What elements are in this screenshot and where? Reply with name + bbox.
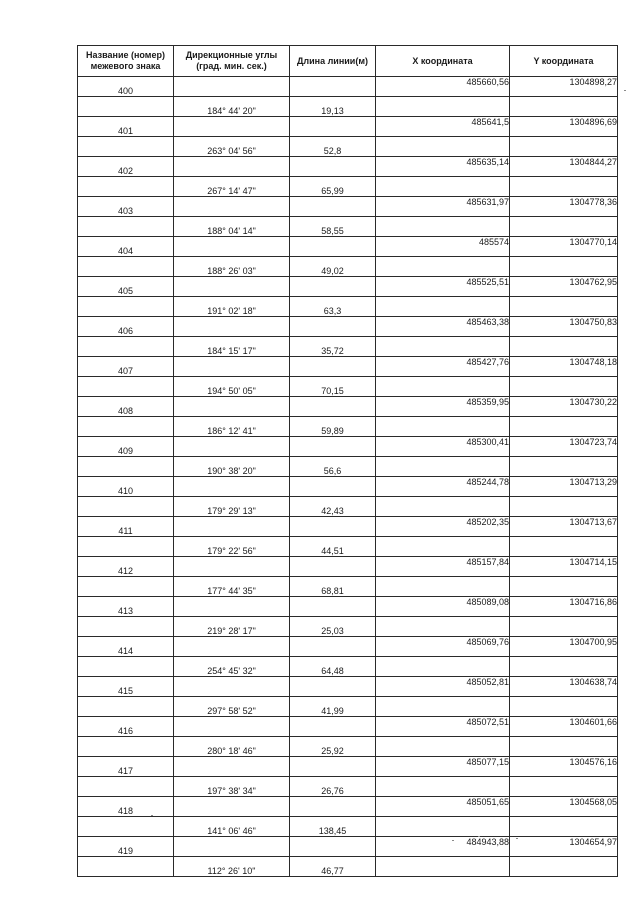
empty-cell xyxy=(510,617,618,637)
scan-speck xyxy=(478,836,480,837)
direction-angle: 112° 26' 10" xyxy=(174,857,290,877)
point-number: 413 xyxy=(78,597,174,617)
empty-cell xyxy=(510,777,618,797)
y-coordinate: 1304700,95 xyxy=(510,637,618,657)
line-length: 19,13 xyxy=(290,97,376,117)
direction-angle: 197° 38' 34" xyxy=(174,777,290,797)
empty-cell xyxy=(174,557,290,577)
scan-speck xyxy=(151,815,153,816)
empty-cell xyxy=(174,397,290,417)
header-y-coordinate: Y координата xyxy=(510,46,618,77)
table-row-point xyxy=(78,517,618,537)
empty-cell xyxy=(174,597,290,617)
line-length: 64,48 xyxy=(290,657,376,677)
empty-cell xyxy=(290,597,376,617)
y-coordinate: 1304770,14 xyxy=(510,237,618,257)
point-number: 400 xyxy=(78,77,174,97)
y-coordinate: 1304898,27 xyxy=(510,77,618,97)
line-length: 59,89 xyxy=(290,417,376,437)
table-row-segment xyxy=(78,577,618,597)
point-number: 403 xyxy=(78,197,174,217)
empty-cell xyxy=(174,317,290,337)
x-coordinate: 485051,65 xyxy=(376,797,510,817)
empty-cell xyxy=(376,577,510,597)
y-coordinate: 1304716,86 xyxy=(510,597,618,617)
empty-cell xyxy=(290,397,376,417)
empty-cell xyxy=(376,497,510,517)
empty-cell xyxy=(510,97,618,117)
empty-cell xyxy=(510,177,618,197)
empty-cell xyxy=(290,357,376,377)
table-row-point xyxy=(78,77,618,97)
empty-cell xyxy=(376,777,510,797)
empty-cell xyxy=(376,417,510,437)
x-coordinate: 485157,84 xyxy=(376,557,510,577)
empty-cell xyxy=(78,337,174,357)
x-coordinate: 485635,14 xyxy=(376,157,510,177)
empty-cell xyxy=(376,817,510,837)
table-row-point xyxy=(78,317,618,337)
empty-cell xyxy=(290,277,376,297)
table-row-segment xyxy=(78,537,618,557)
line-length: 52,8 xyxy=(290,137,376,157)
table-row-point xyxy=(78,837,618,857)
direction-angle: 219° 28' 17" xyxy=(174,617,290,637)
empty-cell xyxy=(78,297,174,317)
empty-cell xyxy=(174,197,290,217)
point-number: 419 xyxy=(78,837,174,857)
line-length: 49,02 xyxy=(290,257,376,277)
empty-cell xyxy=(510,857,618,877)
point-number: 415 xyxy=(78,677,174,697)
empty-cell xyxy=(290,797,376,817)
empty-cell xyxy=(376,697,510,717)
empty-cell xyxy=(510,137,618,157)
y-coordinate: 1304714,15 xyxy=(510,557,618,577)
table-row-segment xyxy=(78,777,618,797)
empty-cell xyxy=(290,557,376,577)
line-length: 42,43 xyxy=(290,497,376,517)
empty-cell xyxy=(510,697,618,717)
empty-cell xyxy=(174,637,290,657)
empty-cell xyxy=(174,837,290,857)
empty-cell xyxy=(510,377,618,397)
line-length: 46,77 xyxy=(290,857,376,877)
direction-angle: 184° 44' 20" xyxy=(174,97,290,117)
y-coordinate: 1304778,36 xyxy=(510,197,618,217)
empty-cell xyxy=(510,817,618,837)
empty-cell xyxy=(174,717,290,737)
empty-cell xyxy=(290,117,376,137)
empty-cell xyxy=(174,437,290,457)
empty-cell xyxy=(78,417,174,437)
x-coordinate: 485660,56 xyxy=(376,77,510,97)
empty-cell xyxy=(78,377,174,397)
table-row-segment xyxy=(78,217,618,237)
empty-cell xyxy=(290,317,376,337)
x-coordinate: 485525,51 xyxy=(376,277,510,297)
point-number: 411 xyxy=(78,517,174,537)
line-length: 70,15 xyxy=(290,377,376,397)
empty-cell xyxy=(174,677,290,697)
empty-cell xyxy=(290,517,376,537)
empty-cell xyxy=(290,837,376,857)
table-body xyxy=(78,77,618,877)
empty-cell xyxy=(510,577,618,597)
y-coordinate: 1304576,16 xyxy=(510,757,618,777)
point-number: 414 xyxy=(78,637,174,657)
table-row-segment xyxy=(78,417,618,437)
empty-cell xyxy=(174,157,290,177)
empty-cell xyxy=(376,97,510,117)
y-coordinate: 1304762,95 xyxy=(510,277,618,297)
line-length: 25,03 xyxy=(290,617,376,637)
point-number: 405 xyxy=(78,277,174,297)
table-row-point xyxy=(78,397,618,417)
empty-cell xyxy=(78,137,174,157)
direction-angle: 191° 02' 18" xyxy=(174,297,290,317)
header-line-length: Длина линии(м) xyxy=(290,46,376,77)
x-coordinate: 485463,38 xyxy=(376,317,510,337)
line-length: 65,99 xyxy=(290,177,376,197)
empty-cell xyxy=(376,337,510,357)
empty-cell xyxy=(78,457,174,477)
x-coordinate: 485077,15 xyxy=(376,757,510,777)
y-coordinate: 1304896,69 xyxy=(510,117,618,137)
table-row-segment xyxy=(78,137,618,157)
point-number: 412 xyxy=(78,557,174,577)
direction-angle: 263° 04' 56" xyxy=(174,137,290,157)
y-coordinate: 1304713,67 xyxy=(510,517,618,537)
empty-cell xyxy=(78,177,174,197)
table-row-segment xyxy=(78,457,618,477)
line-length: 138,45 xyxy=(290,817,376,837)
header-point-name: Название (номер) межевого знака xyxy=(78,46,174,77)
table-row-point xyxy=(78,757,618,777)
table-row-segment xyxy=(78,737,618,757)
empty-cell xyxy=(510,657,618,677)
table-header xyxy=(78,46,618,77)
table-row-point xyxy=(78,557,618,577)
point-number: 416 xyxy=(78,717,174,737)
point-number: 401 xyxy=(78,117,174,137)
x-coordinate: 485574 xyxy=(376,237,510,257)
table-row-point xyxy=(78,237,618,257)
empty-cell xyxy=(290,77,376,97)
table-row-point xyxy=(78,277,618,297)
x-coordinate: 484943,88 xyxy=(376,837,510,857)
direction-angle: 267° 14' 47" xyxy=(174,177,290,197)
table-row-segment xyxy=(78,377,618,397)
empty-cell xyxy=(78,657,174,677)
empty-cell xyxy=(174,357,290,377)
direction-angle: 297° 58' 52" xyxy=(174,697,290,717)
line-length: 56,6 xyxy=(290,457,376,477)
x-coordinate: 485069,76 xyxy=(376,637,510,657)
empty-cell xyxy=(376,457,510,477)
empty-cell xyxy=(174,517,290,537)
y-coordinate: 1304713,29 xyxy=(510,477,618,497)
empty-cell xyxy=(510,457,618,477)
empty-cell xyxy=(510,737,618,757)
table-row-segment xyxy=(78,97,618,117)
empty-cell xyxy=(510,297,618,317)
empty-cell xyxy=(78,857,174,877)
empty-cell xyxy=(376,657,510,677)
empty-cell xyxy=(174,77,290,97)
direction-angle: 254° 45' 32" xyxy=(174,657,290,677)
table-row-point xyxy=(78,477,618,497)
y-coordinate: 1304730,22 xyxy=(510,397,618,417)
empty-cell xyxy=(510,417,618,437)
line-length: 63,3 xyxy=(290,297,376,317)
y-coordinate: 1304748,18 xyxy=(510,357,618,377)
point-number: 417 xyxy=(78,757,174,777)
table-row-point xyxy=(78,197,618,217)
empty-cell xyxy=(78,817,174,837)
x-coordinate: 485631,97 xyxy=(376,197,510,217)
y-coordinate: 1304638,74 xyxy=(510,677,618,697)
empty-cell xyxy=(510,257,618,277)
empty-cell xyxy=(290,477,376,497)
point-number: 406 xyxy=(78,317,174,337)
table-row-segment xyxy=(78,697,618,717)
point-number: 404 xyxy=(78,237,174,257)
table-row-segment xyxy=(78,257,618,277)
empty-cell xyxy=(290,677,376,697)
table-row-segment xyxy=(78,617,618,637)
empty-cell xyxy=(78,497,174,517)
empty-cell xyxy=(290,237,376,257)
table-row-segment xyxy=(78,817,618,837)
table-row-point xyxy=(78,357,618,377)
scan-speck xyxy=(516,838,518,839)
empty-cell xyxy=(376,297,510,317)
x-coordinate: 485359,95 xyxy=(376,397,510,417)
point-number: 409 xyxy=(78,437,174,457)
empty-cell xyxy=(174,237,290,257)
header-row xyxy=(78,46,618,77)
y-coordinate: 1304844,27 xyxy=(510,157,618,177)
scan-speck xyxy=(452,840,454,841)
empty-cell xyxy=(376,137,510,157)
empty-cell xyxy=(78,737,174,757)
line-length: 44,51 xyxy=(290,537,376,557)
table-row-point xyxy=(78,797,618,817)
line-length: 68,81 xyxy=(290,577,376,597)
table-row-segment xyxy=(78,177,618,197)
direction-angle: 194° 50' 05" xyxy=(174,377,290,397)
x-coordinate: 485089,08 xyxy=(376,597,510,617)
line-length: 26,76 xyxy=(290,777,376,797)
empty-cell xyxy=(376,217,510,237)
table-row-point xyxy=(78,157,618,177)
empty-cell xyxy=(510,537,618,557)
point-number: 407 xyxy=(78,357,174,377)
direction-angle: 179° 29' 13" xyxy=(174,497,290,517)
boundary-coordinates-table xyxy=(77,45,618,877)
table-row-segment xyxy=(78,857,618,877)
empty-cell xyxy=(174,117,290,137)
point-number: 418 xyxy=(78,797,174,817)
direction-angle: 188° 26' 03" xyxy=(174,257,290,277)
empty-cell xyxy=(290,637,376,657)
direction-angle: 280° 18' 46" xyxy=(174,737,290,757)
point-number: 408 xyxy=(78,397,174,417)
direction-angle: 177° 44' 35" xyxy=(174,577,290,597)
x-coordinate: 485244,78 xyxy=(376,477,510,497)
empty-cell xyxy=(78,97,174,117)
point-number: 410 xyxy=(78,477,174,497)
table-row-segment xyxy=(78,337,618,357)
empty-cell xyxy=(290,757,376,777)
empty-cell xyxy=(78,697,174,717)
empty-cell xyxy=(78,537,174,557)
table-row-segment xyxy=(78,497,618,517)
empty-cell xyxy=(78,257,174,277)
empty-cell xyxy=(376,617,510,637)
empty-cell xyxy=(510,217,618,237)
x-coordinate: 485427,76 xyxy=(376,357,510,377)
y-coordinate: 1304601,66 xyxy=(510,717,618,737)
empty-cell xyxy=(174,797,290,817)
empty-cell xyxy=(290,717,376,737)
empty-cell xyxy=(376,537,510,557)
line-length: 35,72 xyxy=(290,337,376,357)
x-coordinate: 485641,5 xyxy=(376,117,510,137)
table-row-point xyxy=(78,117,618,137)
table-row-point xyxy=(78,717,618,737)
empty-cell xyxy=(376,177,510,197)
empty-cell xyxy=(376,737,510,757)
direction-angle: 184° 15' 17" xyxy=(174,337,290,357)
x-coordinate: 485300,41 xyxy=(376,437,510,457)
direction-angle: 179° 22' 56" xyxy=(174,537,290,557)
table-row-segment xyxy=(78,657,618,677)
line-length: 41,99 xyxy=(290,697,376,717)
empty-cell xyxy=(78,577,174,597)
table-row-point xyxy=(78,597,618,617)
table-row-segment xyxy=(78,297,618,317)
x-coordinate: 485052,81 xyxy=(376,677,510,697)
x-coordinate: 485202,35 xyxy=(376,517,510,537)
direction-angle: 141° 06' 46" xyxy=(174,817,290,837)
table-row-point xyxy=(78,437,618,457)
line-length: 58,55 xyxy=(290,217,376,237)
header-direction-angle: Дирекционные углы (град. мин. сек.) xyxy=(174,46,290,77)
direction-angle: 186° 12' 41" xyxy=(174,417,290,437)
empty-cell xyxy=(78,217,174,237)
empty-cell xyxy=(78,777,174,797)
y-coordinate: 1304723,74 xyxy=(510,437,618,457)
empty-cell xyxy=(510,337,618,357)
y-coordinate: 1304568,05 xyxy=(510,797,618,817)
empty-cell xyxy=(174,757,290,777)
header-x-coordinate: X координата xyxy=(376,46,510,77)
x-coordinate: 485072,51 xyxy=(376,717,510,737)
direction-angle: 190° 38' 20" xyxy=(174,457,290,477)
line-length: 25,92 xyxy=(290,737,376,757)
table-row-point xyxy=(78,677,618,697)
empty-cell xyxy=(376,257,510,277)
y-coordinate: 1304654,97 xyxy=(510,837,618,857)
table-row-point xyxy=(78,637,618,657)
point-number: 402 xyxy=(78,157,174,177)
empty-cell xyxy=(376,857,510,877)
empty-cell xyxy=(510,497,618,517)
empty-cell xyxy=(290,157,376,177)
empty-cell xyxy=(290,197,376,217)
direction-angle: 188° 04' 14" xyxy=(174,217,290,237)
empty-cell xyxy=(78,617,174,637)
empty-cell xyxy=(290,437,376,457)
empty-cell xyxy=(376,377,510,397)
y-coordinate: 1304750,83 xyxy=(510,317,618,337)
empty-cell xyxy=(174,277,290,297)
scan-speck xyxy=(624,90,626,91)
empty-cell xyxy=(174,477,290,497)
